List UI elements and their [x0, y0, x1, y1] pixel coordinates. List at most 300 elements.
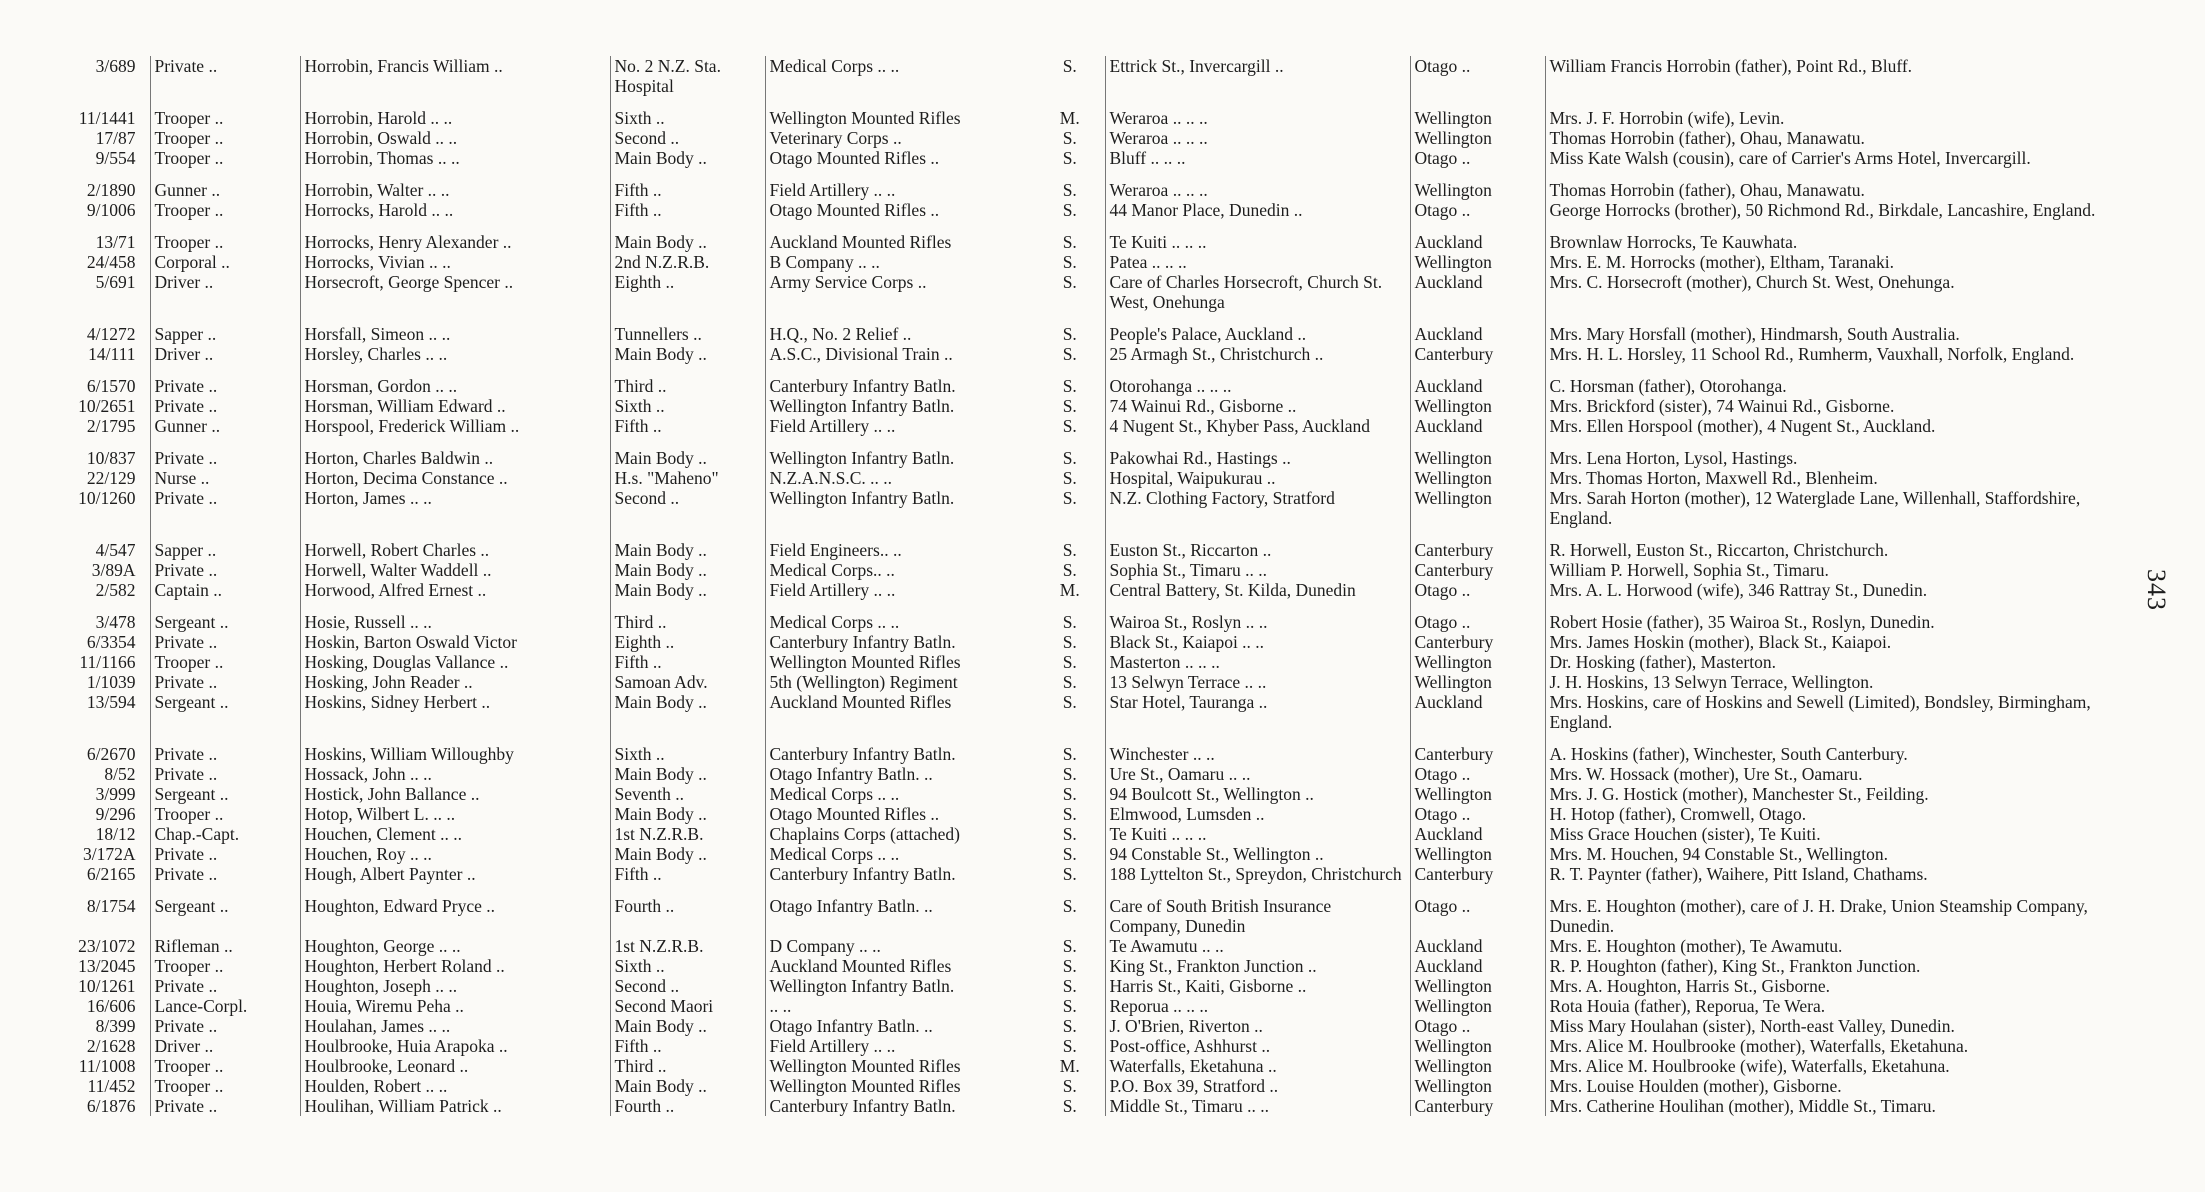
next-of-kin-cell: J. H. Hoskins, 13 Selwyn Terrace, Wellington.	[1545, 672, 2130, 692]
rank-cell: Private ..	[150, 436, 300, 468]
marital-status-cell: S.	[1062, 652, 1077, 672]
rank-cell: Trooper ..	[150, 200, 300, 220]
next-of-kin-cell: Miss Grace Houchen (sister), Te Kuiti.	[1545, 824, 2130, 844]
embarkation-unit-cell: Seventh ..	[610, 784, 765, 804]
next-of-kin-cell: C. Horsman (father), Otorohanga.	[1545, 364, 2130, 396]
last-address-cell: 4 Nugent St., Khyber Pass, Auckland	[1105, 416, 1410, 436]
last-address-cell: People's Palace, Auckland ..	[1105, 312, 1410, 344]
rank-cell: Rifleman ..	[150, 936, 300, 956]
embarkation-unit-cell: Main Body ..	[610, 844, 765, 864]
last-address-cell: Te Kuiti .. .. ..	[1105, 220, 1410, 252]
corps-cell: Auckland Mounted Rifles	[765, 692, 1035, 732]
next-of-kin-cell: Mrs. Lena Horton, Lysol, Hastings.	[1545, 436, 2130, 468]
district-cell: Otago ..	[1410, 1016, 1545, 1036]
rank-cell: Corporal ..	[150, 252, 300, 272]
last-address-cell: Wairoa St., Roslyn .. ..	[1105, 600, 1410, 632]
marital-status-cell: S.	[1062, 896, 1077, 916]
service-number-cell: 3/999	[95, 784, 136, 804]
roll-body	[40, 56, 2130, 1116]
last-address-cell: Middle St., Timaru .. ..	[1105, 1096, 1410, 1116]
page-number: 343	[2142, 569, 2171, 611]
next-of-kin-cell: Dr. Hosking (father), Masterton.	[1545, 652, 2130, 672]
next-of-kin-cell: Mrs. W. Hossack (mother), Ure St., Oamaru.	[1545, 764, 2130, 784]
rank-cell: Private ..	[150, 976, 300, 996]
table-row	[40, 692, 2130, 732]
rank-cell: Chap.-Capt.	[150, 824, 300, 844]
soldier-name-cell: Horrobin, Oswald .. ..	[300, 128, 610, 148]
soldier-name-cell: Hosking, John Reader ..	[300, 672, 610, 692]
service-number-cell: 10/1261	[78, 976, 136, 996]
service-number-cell: 13/594	[86, 692, 136, 712]
last-address-cell: Otorohanga .. .. ..	[1105, 364, 1410, 396]
soldier-name-cell: Hough, Albert Paynter ..	[300, 864, 610, 884]
rank-cell: Private ..	[150, 396, 300, 416]
embarkation-unit-cell: Main Body ..	[610, 220, 765, 252]
marital-status-cell: S.	[1062, 956, 1077, 976]
table-row	[40, 488, 2130, 528]
last-address-cell: Central Battery, St. Kilda, Dunedin	[1105, 580, 1410, 600]
rank-cell: Driver ..	[150, 272, 300, 312]
district-cell: Canterbury	[1410, 732, 1545, 764]
marital-status-cell: S.	[1062, 612, 1077, 632]
service-number-cell: 11/1008	[78, 1056, 136, 1076]
marital-status-cell: S.	[1062, 1076, 1077, 1096]
table-row	[40, 252, 2130, 272]
corps-cell: D Company .. ..	[765, 936, 1035, 956]
table-row	[40, 732, 2130, 764]
marital-status-cell: S.	[1062, 252, 1077, 272]
embarkation-unit-cell: Third ..	[610, 1056, 765, 1076]
next-of-kin-cell: Mrs. H. L. Horsley, 11 School Rd., Rumherm, Vauxhall, Norfolk, England.	[1545, 344, 2130, 364]
marital-status-cell: S.	[1062, 804, 1077, 824]
rank-cell: Sergeant ..	[150, 600, 300, 632]
district-cell: Auckland	[1410, 312, 1545, 344]
table-row	[40, 652, 2130, 672]
soldier-name-cell: Horsfall, Simeon .. ..	[300, 312, 610, 344]
marital-status-cell: S.	[1062, 488, 1077, 508]
corps-cell: Medical Corps .. ..	[765, 844, 1035, 864]
district-cell: Wellington	[1410, 1036, 1545, 1056]
soldier-name-cell: Houghton, Herbert Roland ..	[300, 956, 610, 976]
district-cell: Otago ..	[1410, 884, 1545, 936]
district-cell: Auckland	[1410, 824, 1545, 844]
marital-status-cell: S.	[1062, 56, 1077, 76]
marital-status-cell: S.	[1062, 1096, 1077, 1116]
embarkation-unit-cell: 2nd N.Z.R.B.	[610, 252, 765, 272]
rank-cell: Private ..	[150, 732, 300, 764]
embarkation-unit-cell: Fifth ..	[610, 1036, 765, 1056]
next-of-kin-cell: Mrs. James Hoskin (mother), Black St., Kaiapoi.	[1545, 632, 2130, 652]
nominal-roll-table	[40, 56, 2130, 1116]
next-of-kin-cell: Mrs. A. L. Horwood (wife), 346 Rattray St., Dunedin.	[1545, 580, 2130, 600]
soldier-name-cell: Houlahan, James .. ..	[300, 1016, 610, 1036]
soldier-name-cell: Hoskins, Sidney Herbert ..	[300, 692, 610, 732]
rank-cell: Trooper ..	[150, 1076, 300, 1096]
last-address-cell: Elmwood, Lumsden ..	[1105, 804, 1410, 824]
corps-cell: Canterbury Infantry Batln.	[765, 364, 1035, 396]
soldier-name-cell: Houchen, Roy .. ..	[300, 844, 610, 864]
last-address-cell: 74 Wainui Rd., Gisborne ..	[1105, 396, 1410, 416]
embarkation-unit-cell: Sixth ..	[610, 96, 765, 128]
corps-cell: A.S.C., Divisional Train ..	[765, 344, 1035, 364]
soldier-name-cell: Horspool, Frederick William ..	[300, 416, 610, 436]
rank-cell: Private ..	[150, 632, 300, 652]
last-address-cell: Waterfalls, Eketahuna ..	[1105, 1056, 1410, 1076]
corps-cell: Field Artillery .. ..	[765, 416, 1035, 436]
corps-cell: Wellington Mounted Rifles	[765, 96, 1035, 128]
embarkation-unit-cell: Sixth ..	[610, 956, 765, 976]
rank-cell: Private ..	[150, 864, 300, 884]
embarkation-unit-cell: Sixth ..	[610, 396, 765, 416]
soldier-name-cell: Houlden, Robert .. ..	[300, 1076, 610, 1096]
embarkation-unit-cell: Tunnellers ..	[610, 312, 765, 344]
soldier-name-cell: Hosking, Douglas Vallance ..	[300, 652, 610, 672]
corps-cell: Veterinary Corps ..	[765, 128, 1035, 148]
district-cell: Otago ..	[1410, 764, 1545, 784]
embarkation-unit-cell: Main Body ..	[610, 1076, 765, 1096]
soldier-name-cell: Horton, James .. ..	[300, 488, 610, 528]
table-row	[40, 96, 2130, 128]
marital-status-cell: S.	[1062, 936, 1077, 956]
service-number-cell: 22/129	[86, 468, 136, 488]
soldier-name-cell: Horwood, Alfred Ernest ..	[300, 580, 610, 600]
service-number-cell: 17/87	[95, 128, 136, 148]
service-number-cell: 2/1628	[86, 1036, 136, 1056]
next-of-kin-cell: Mrs. E. Houghton (mother), Te Awamutu.	[1545, 936, 2130, 956]
last-address-cell: Care of Charles Horsecroft, Church St. West, Onehunga	[1105, 272, 1410, 312]
table-row	[40, 128, 2130, 148]
district-cell: Auckland	[1410, 936, 1545, 956]
table-row	[40, 416, 2130, 436]
soldier-name-cell: Houlihan, William Patrick ..	[300, 1096, 610, 1116]
table-row	[40, 632, 2130, 652]
corps-cell: Auckland Mounted Rifles	[765, 220, 1035, 252]
corps-cell: Otago Mounted Rifles ..	[765, 804, 1035, 824]
service-number-cell: 10/1260	[78, 488, 136, 508]
rank-cell: Private ..	[150, 364, 300, 396]
service-number-cell: 3/478	[95, 612, 136, 632]
embarkation-unit-cell: Second ..	[610, 976, 765, 996]
marital-status-cell: S.	[1062, 344, 1077, 364]
next-of-kin-cell: Mrs. E. Houghton (mother), care of J. H. Drake, Union Steamship Company, Dunedin.	[1545, 884, 2130, 936]
district-cell: Wellington	[1410, 96, 1545, 128]
table-row	[40, 784, 2130, 804]
district-cell: Otago ..	[1410, 600, 1545, 632]
table-row	[40, 844, 2130, 864]
district-cell: Otago ..	[1410, 804, 1545, 824]
last-address-cell: 94 Constable St., Wellington ..	[1105, 844, 1410, 864]
table-row	[40, 1016, 2130, 1036]
district-cell: Wellington	[1410, 396, 1545, 416]
table-row	[40, 976, 2130, 996]
next-of-kin-cell: Mrs. Catherine Houlihan (mother), Middle St., Timaru.	[1545, 1096, 2130, 1116]
next-of-kin-cell: Miss Kate Walsh (cousin), care of Carrier's Arms Hotel, Invercargill.	[1545, 148, 2130, 168]
district-cell: Wellington	[1410, 468, 1545, 488]
last-address-cell: 13 Selwyn Terrace .. ..	[1105, 672, 1410, 692]
next-of-kin-cell: Mrs. E. M. Horrocks (mother), Eltham, Taranaki.	[1545, 252, 2130, 272]
next-of-kin-cell: Mrs. Alice M. Houlbrooke (wife), Waterfalls, Eketahuna.	[1545, 1056, 2130, 1076]
soldier-name-cell: Horrobin, Walter .. ..	[300, 168, 610, 200]
table-row	[40, 272, 2130, 312]
district-cell: Auckland	[1410, 220, 1545, 252]
service-number-cell: 13/71	[95, 232, 136, 252]
corps-cell: Wellington Infantry Batln.	[765, 488, 1035, 528]
corps-cell: Wellington Mounted Rifles	[765, 1076, 1035, 1096]
last-address-cell: Hospital, Waipukurau ..	[1105, 468, 1410, 488]
service-number-cell: 16/606	[86, 996, 136, 1016]
next-of-kin-cell: R. P. Houghton (father), King St., Frankton Junction.	[1545, 956, 2130, 976]
embarkation-unit-cell: Third ..	[610, 600, 765, 632]
rank-cell: Private ..	[150, 844, 300, 864]
soldier-name-cell: Horrocks, Harold .. ..	[300, 200, 610, 220]
soldier-name-cell: Horrobin, Harold .. ..	[300, 96, 610, 128]
rank-cell: Lance-Corpl.	[150, 996, 300, 1016]
embarkation-unit-cell: Second ..	[610, 128, 765, 148]
last-address-cell: P.O. Box 39, Stratford ..	[1105, 1076, 1410, 1096]
table-row	[40, 580, 2130, 600]
last-address-cell: Care of South British Insurance Company, Dunedin	[1105, 884, 1410, 936]
next-of-kin-cell: Mrs. Louise Houlden (mother), Gisborne.	[1545, 1076, 2130, 1096]
last-address-cell: 44 Manor Place, Dunedin ..	[1105, 200, 1410, 220]
marital-status-cell: S.	[1062, 744, 1077, 764]
district-cell: Wellington	[1410, 996, 1545, 1016]
marital-status-cell: S.	[1062, 692, 1077, 712]
corps-cell: Field Artillery .. ..	[765, 168, 1035, 200]
marital-status-cell: S.	[1062, 324, 1077, 344]
last-address-cell: Post-office, Ashhurst ..	[1105, 1036, 1410, 1056]
embarkation-unit-cell: Main Body ..	[610, 692, 765, 732]
next-of-kin-cell: Miss Mary Houlahan (sister), North-east Valley, Dunedin.	[1545, 1016, 2130, 1036]
district-cell: Wellington	[1410, 652, 1545, 672]
last-address-cell: Pakowhai Rd., Hastings ..	[1105, 436, 1410, 468]
corps-cell: Field Artillery .. ..	[765, 1036, 1035, 1056]
rank-cell: Captain ..	[150, 580, 300, 600]
embarkation-unit-cell: Main Body ..	[610, 580, 765, 600]
service-number-cell: 10/837	[86, 448, 136, 468]
district-cell: Canterbury	[1410, 528, 1545, 560]
next-of-kin-cell: William Francis Horrobin (father), Point Rd., Bluff.	[1545, 56, 2130, 96]
next-of-kin-cell: Mrs. A. Houghton, Harris St., Gisborne.	[1545, 976, 2130, 996]
last-address-cell: Masterton .. .. ..	[1105, 652, 1410, 672]
next-of-kin-cell: Mrs. J. F. Horrobin (wife), Levin.	[1545, 96, 2130, 128]
district-cell: Wellington	[1410, 844, 1545, 864]
corps-cell: N.Z.A.N.S.C. .. ..	[765, 468, 1035, 488]
rank-cell: Trooper ..	[150, 220, 300, 252]
embarkation-unit-cell: Eighth ..	[610, 272, 765, 312]
district-cell: Wellington	[1410, 168, 1545, 200]
district-cell: Auckland	[1410, 416, 1545, 436]
embarkation-unit-cell: No. 2 N.Z. Sta. Hospital	[610, 56, 765, 96]
table-row	[40, 168, 2130, 200]
service-number-cell: 8/1754	[86, 896, 136, 916]
soldier-name-cell: Houghton, Joseph .. ..	[300, 976, 610, 996]
district-cell: Auckland	[1410, 956, 1545, 976]
table-row	[40, 764, 2130, 784]
marital-status-cell: S.	[1062, 764, 1077, 784]
last-address-cell: 25 Armagh St., Christchurch ..	[1105, 344, 1410, 364]
soldier-name-cell: Houghton, George .. ..	[300, 936, 610, 956]
table-row	[40, 956, 2130, 976]
marital-status-cell: M.	[1059, 108, 1080, 128]
corps-cell: Otago Infantry Batln. ..	[765, 884, 1035, 936]
next-of-kin-cell: Mrs. C. Horsecroft (mother), Church St. West, Onehunga.	[1545, 272, 2130, 312]
last-address-cell: Winchester .. ..	[1105, 732, 1410, 764]
corps-cell: Otago Mounted Rifles ..	[765, 148, 1035, 168]
soldier-name-cell: Hossack, John .. ..	[300, 764, 610, 784]
marital-status-cell: S.	[1062, 996, 1077, 1016]
soldier-name-cell: Houchen, Clement .. ..	[300, 824, 610, 844]
embarkation-unit-cell: Samoan Adv.	[610, 672, 765, 692]
service-number-cell: 6/2165	[86, 864, 136, 884]
service-number-cell: 5/691	[95, 272, 136, 292]
next-of-kin-cell: R. Horwell, Euston St., Riccarton, Christchurch.	[1545, 528, 2130, 560]
table-row	[40, 1036, 2130, 1056]
district-cell: Canterbury	[1410, 344, 1545, 364]
service-number-cell: 6/2670	[86, 744, 136, 764]
corps-cell: Field Engineers.. ..	[765, 528, 1035, 560]
table-row	[40, 436, 2130, 468]
marital-status-cell: M.	[1059, 1056, 1080, 1076]
district-cell: Canterbury	[1410, 560, 1545, 580]
last-address-cell: 188 Lyttelton St., Spreydon, Christchurch	[1105, 864, 1410, 884]
district-cell: Wellington	[1410, 1076, 1545, 1096]
embarkation-unit-cell: Sixth ..	[610, 732, 765, 764]
district-cell: Wellington	[1410, 488, 1545, 528]
rank-cell: Sapper ..	[150, 312, 300, 344]
embarkation-unit-cell: Second Maori	[610, 996, 765, 1016]
rank-cell: Trooper ..	[150, 148, 300, 168]
next-of-kin-cell: Mrs. Mary Horsfall (mother), Hindmarsh, South Australia.	[1545, 312, 2130, 344]
district-cell: Wellington	[1410, 672, 1545, 692]
service-number-cell: 9/1006	[86, 200, 136, 220]
embarkation-unit-cell: Fourth ..	[610, 1096, 765, 1116]
next-of-kin-cell: Mrs. M. Houchen, 94 Constable St., Wellington.	[1545, 844, 2130, 864]
embarkation-unit-cell: H.s. "Maheno"	[610, 468, 765, 488]
marital-status-cell: S.	[1062, 376, 1077, 396]
service-number-cell: 8/399	[95, 1016, 136, 1036]
marital-status-cell: S.	[1062, 468, 1077, 488]
district-cell: Canterbury	[1410, 632, 1545, 652]
next-of-kin-cell: Mrs. Ellen Horspool (mother), 4 Nugent St., Auckland.	[1545, 416, 2130, 436]
marital-status-cell: S.	[1062, 824, 1077, 844]
rank-cell: Private ..	[150, 56, 300, 96]
district-cell: Wellington	[1410, 252, 1545, 272]
table-row	[40, 672, 2130, 692]
rank-cell: Sapper ..	[150, 528, 300, 560]
marital-status-cell: S.	[1062, 396, 1077, 416]
table-row	[40, 864, 2130, 884]
service-number-cell: 11/1441	[78, 108, 136, 128]
corps-cell: Medical Corps.. ..	[765, 560, 1035, 580]
district-cell: Canterbury	[1410, 864, 1545, 884]
service-number-cell: 3/172A	[83, 844, 136, 864]
table-row	[40, 364, 2130, 396]
service-number-cell: 14/111	[88, 344, 136, 364]
soldier-name-cell: Horton, Charles Baldwin ..	[300, 436, 610, 468]
embarkation-unit-cell: Fifth ..	[610, 652, 765, 672]
rank-cell: Trooper ..	[150, 128, 300, 148]
service-number-cell: 2/582	[95, 580, 136, 600]
district-cell: Wellington	[1410, 1056, 1545, 1076]
service-number-cell: 3/89A	[91, 560, 136, 580]
table-row	[40, 344, 2130, 364]
last-address-cell: Euston St., Riccarton ..	[1105, 528, 1410, 560]
table-row	[40, 56, 2130, 96]
embarkation-unit-cell: Second ..	[610, 488, 765, 528]
marital-status-cell: S.	[1062, 864, 1077, 884]
rank-cell: Private ..	[150, 560, 300, 580]
next-of-kin-cell: Mrs. J. G. Hostick (mother), Manchester St., Feilding.	[1545, 784, 2130, 804]
service-number-cell: 11/1166	[79, 652, 136, 672]
corps-cell: Chaplains Corps (attached)	[765, 824, 1035, 844]
rank-cell: Driver ..	[150, 344, 300, 364]
next-of-kin-cell: A. Hoskins (father), Winchester, South Canterbury.	[1545, 732, 2130, 764]
soldier-name-cell: Horrobin, Francis William ..	[300, 56, 610, 96]
rank-cell: Sergeant ..	[150, 784, 300, 804]
next-of-kin-cell: H. Hotop (father), Cromwell, Otago.	[1545, 804, 2130, 824]
embarkation-unit-cell: Main Body ..	[610, 148, 765, 168]
service-number-cell: 11/452	[87, 1076, 136, 1096]
soldier-name-cell: Horsley, Charles .. ..	[300, 344, 610, 364]
table-row	[40, 200, 2130, 220]
soldier-name-cell: Horton, Decima Constance ..	[300, 468, 610, 488]
service-number-cell: 18/12	[95, 824, 136, 844]
corps-cell: Medical Corps .. ..	[765, 784, 1035, 804]
marital-status-cell: S.	[1062, 1036, 1077, 1056]
rank-cell: Private ..	[150, 1016, 300, 1036]
corps-cell: 5th (Wellington) Regiment	[765, 672, 1035, 692]
soldier-name-cell: Horsman, William Edward ..	[300, 396, 610, 416]
last-address-cell: Ure St., Oamaru .. ..	[1105, 764, 1410, 784]
rank-cell: Sergeant ..	[150, 884, 300, 936]
district-cell: Wellington	[1410, 784, 1545, 804]
district-cell: Otago ..	[1410, 56, 1545, 96]
soldier-name-cell: Horrobin, Thomas .. ..	[300, 148, 610, 168]
embarkation-unit-cell: Main Body ..	[610, 528, 765, 560]
table-row	[40, 148, 2130, 168]
district-cell: Auckland	[1410, 272, 1545, 312]
soldier-name-cell: Houlbrooke, Leonard ..	[300, 1056, 610, 1076]
corps-cell: Canterbury Infantry Batln.	[765, 732, 1035, 764]
embarkation-unit-cell: Third ..	[610, 364, 765, 396]
marital-status-cell: S.	[1062, 844, 1077, 864]
marital-status-cell: S.	[1062, 128, 1077, 148]
corps-cell: Field Artillery .. ..	[765, 580, 1035, 600]
corps-cell: Otago Infantry Batln. ..	[765, 1016, 1035, 1036]
table-row	[40, 468, 2130, 488]
corps-cell: B Company .. ..	[765, 252, 1035, 272]
service-number-cell: 6/1876	[86, 1096, 136, 1116]
service-number-cell: 6/1570	[86, 376, 136, 396]
service-number-cell: 3/689	[95, 56, 136, 76]
next-of-kin-cell: Mrs. Brickford (sister), 74 Wainui Rd., Gisborne.	[1545, 396, 2130, 416]
soldier-name-cell: Houia, Wiremu Peha ..	[300, 996, 610, 1016]
rank-cell: Gunner ..	[150, 416, 300, 436]
last-address-cell: Te Kuiti .. .. ..	[1105, 824, 1410, 844]
district-cell: Otago ..	[1410, 148, 1545, 168]
district-cell: Wellington	[1410, 128, 1545, 148]
marital-status-cell: S.	[1062, 632, 1077, 652]
embarkation-unit-cell: Fifth ..	[610, 200, 765, 220]
embarkation-unit-cell: Main Body ..	[610, 436, 765, 468]
soldier-name-cell: Horrocks, Henry Alexander ..	[300, 220, 610, 252]
soldier-name-cell: Horsman, Gordon .. ..	[300, 364, 610, 396]
next-of-kin-cell: Mrs. Hoskins, care of Hoskins and Sewell (Limited), Bondsley, Birmingham, England.	[1545, 692, 2130, 732]
rank-cell: Driver ..	[150, 1036, 300, 1056]
corps-cell: Medical Corps .. ..	[765, 600, 1035, 632]
service-number-cell: 24/458	[86, 252, 136, 272]
service-number-cell: 1/1039	[86, 672, 136, 692]
